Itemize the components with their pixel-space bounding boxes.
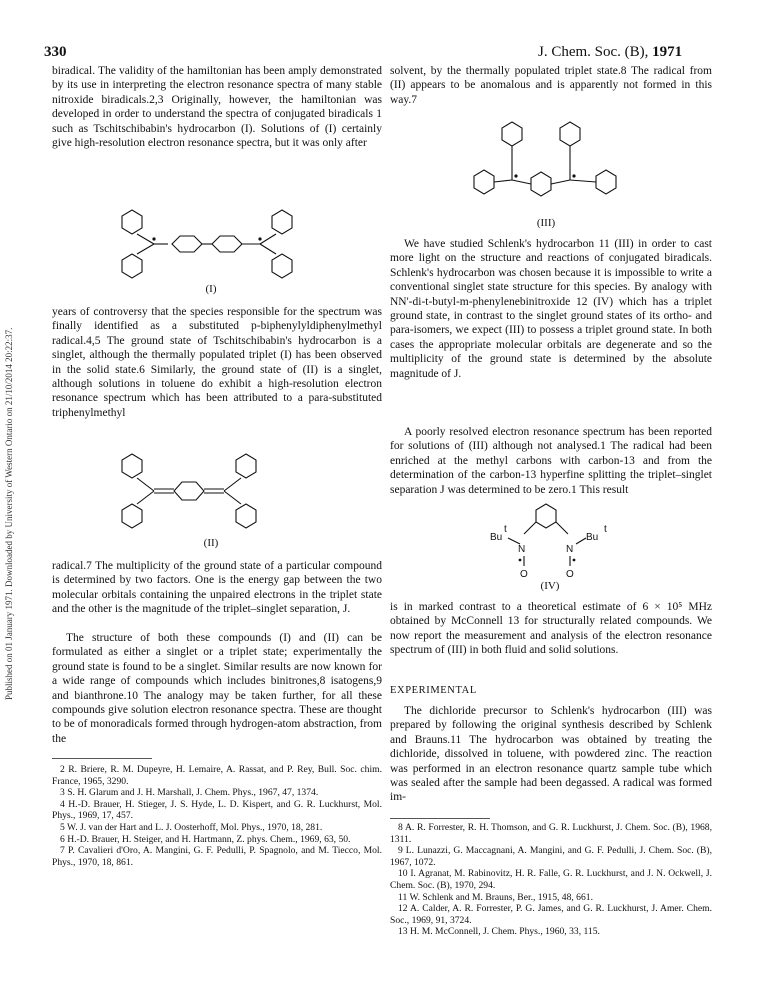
right-footnotes <box>390 822 712 938</box>
left-footnotes <box>52 764 382 868</box>
footnote-2: 2 R. Briere, R. M. Dupeyre, H. Lemaire, A. Rassat, and P. Rey, Bull. Soc. chim. France, 1965, 3290. <box>52 764 382 787</box>
experimental-heading-wrap <box>390 684 712 698</box>
left-paragraph-1: biradical. The validity of the hamiltonian has been amply demonstrated by its use in interpreting the electron resonance spectra of many stable nitroxide biradicals.2,3 Originally, however, the hamiltonian was developed in order to understand the spectra of conjugated biradicals 1 such as Tschitschibabin's hydrocarbon (I). Solutions of (I) certainly give high-resolution electron resonance spectra, but it was only after <box>52 65 382 150</box>
structure-IV <box>480 500 620 580</box>
left-paragraph-4: The structure of both these compounds (I) and (II) can be formulated as either a singlet or a triplet state; experimentally the ground state is found to be a singlet. Similar results are now known for a wide range of compounds which includes binitrones,8 isatogens,9 and bianthrone.10 The analogy may be taken further, for all these compounds give solution electron resonance spectra. These are thought to be of monoradicals formed through hydrogen-atom abstraction, from the <box>52 632 382 745</box>
right-paragraph-1: solvent, by the thermally populated triplet state.8 The radical from (II) appears to be anomalous and is apparently not formed in this way.7 <box>390 65 712 106</box>
svg-text:t: t <box>604 524 607 535</box>
footnote-3: 3 S. H. Glarum and J. H. Marshall, J. Chem. Phys., 1967, 47, 1374. <box>60 787 319 799</box>
label-II: (II) <box>203 537 219 549</box>
svg-text:Bu: Bu <box>586 532 599 543</box>
page-number: 330 <box>44 44 67 60</box>
footnote-5: 5 W. J. van der Hart and L. J. Oosterhoff, Mol. Phys., 1970, 18, 281. <box>60 821 323 833</box>
left-footnote-rule <box>52 758 152 759</box>
label-I: (I) <box>205 283 217 295</box>
right-paragraph-3: A poorly resolved electron resonance spectrum has been reported for solutions of (III) although not analysed.1 The radical had been enriched at the methyl carbons with carbon-13 and from the determination of the carbon-13 hyperfine splitting the triplet–singlet separation J was determined to be zero.1 This result <box>390 426 712 496</box>
section-heading-experimental: EXPERIMENTAL <box>390 685 477 696</box>
footnote-7: 7 P. Cavalieri d'Oro, A. Mangini, G. F. Pedulli, P. Spagnolo, and M. Tiecco, Mol. Phys., 1970, 18, 861. <box>52 845 382 868</box>
journal-name: J. Chem. Soc. (B), <box>538 44 649 60</box>
structure-II <box>110 452 310 534</box>
svg-text:O: O <box>566 569 574 580</box>
journal-year: 1971 <box>652 44 683 60</box>
svg-text:O: O <box>520 569 528 580</box>
right-paragraph-4: is in marked contrast to a theoretical estimate of 6 × 10⁵ MHz obtained by McConnell 13 for structurally related compounds. We now report the measurement and analysis of the electron resonance spectrum of (III) in both fluid and solid solutions. <box>390 601 712 657</box>
structure-I <box>110 208 310 283</box>
download-watermark: Published on 01 January 1971. Downloaded by University of Western Ontario on 21/10/2014 20:22:37. <box>4 327 14 700</box>
label-IV: (IV) <box>540 580 560 592</box>
svg-text:Bu: Bu <box>490 532 503 543</box>
footnote-4: 4 H.-D. Brauer, H. Stieger, J. S. Hyde, L. D. Kispert, and G. R. Luckhurst, Mol. Phys., 1969, 17, 457. <box>52 798 382 822</box>
footnote-10: 10 I. Agranat, M. Rabinovitz, H. R. Falle, G. R. Luckhurst, and J. N. Ockwell, J. Chem. Soc. (B), 1970, 294. <box>390 868 712 891</box>
right-footnote-rule <box>390 818 490 819</box>
footnote-9: 9 L. Lunazzi, G. Maccagnani, A. Mangini, and G. F. Pedulli, J. Chem. Soc. (B), 1967, 1072. <box>390 845 712 868</box>
left-paragraph-2: years of controversy that the species responsible for the spectrum was finally identified as a substituted p-biphenylyldiphenylmethyl radical.4,5 The ground state of Tschitschibabin's hydrocarbon is a singlet, although the thermally populated triplet (I) has been observed in the solid state.6 Similarly, the ground state of (II) is a singlet, although solutions in toluene do exhibit a high-resolution electron resonance spectrum which has been attributed to a para-substituted triphenylmethyl <box>52 306 382 419</box>
svg-text:N: N <box>518 544 526 555</box>
footnote-8: 8 A. R. Forrester, R. H. Thomson, and G. R. Luckhurst, J. Chem. Soc. (B), 1968, 1311. <box>390 822 712 845</box>
label-III: (III) <box>536 217 556 229</box>
svg-text:N: N <box>566 544 574 555</box>
structure-III <box>470 118 620 218</box>
footnote-6: 6 H.-D. Brauer, H. Steiger, and H. Hartmann, Z. phys. Chem., 1969, 63, 50. <box>60 833 351 845</box>
svg-text:t: t <box>504 524 507 535</box>
right-paragraph-5: The dichloride precursor to Schlenk's hydrocarbon (III) was prepared by following the original synthesis described by Schlenk and Brauns.11 The hydrocarbon was obtained by treating the dichloride, dissolved in toluene, with powdered zinc. The reaction was performed in an electron resonance quartz sample tube which was sealed after the sample had been degassed. A radical was formed im- <box>390 705 712 804</box>
right-paragraph-2: We have studied Schlenk's hydrocarbon 11 (III) in order to cast more light on the structure and reactions of conjugated biradicals. Schlenk's hydrocarbon was chosen because it is impossible to write a conventional singlet state structure for this species. By analogy with NN'-di-t-butyl-m-phenylenebinitroxide 12 (IV) which has a triplet ground state, in contrast to the singlet ground states of its ortho- and para-isomers, we expect (III) to possess a triplet ground state. In both cases the appropriate molecular orbitals are degenerate and so the multiplicity of the ground state is determined by the absolute magnitude of J. <box>390 238 712 380</box>
footnote-11: 11 W. Schlenk and M. Brauns, Ber., 1915, 48, 661. <box>398 891 593 903</box>
left-paragraph-3: radical.7 The multiplicity of the ground state of a particular compound is determined by two factors. One is the energy gap between the two molecular orbitals containing the unpaired electrons in the triplet state and the other is the magnitude of the triplet–singlet separation, J. <box>52 560 382 616</box>
footnote-12: 12 A. Calder, A. R. Forrester, P. G. James, and G. R. Luckhurst, J. Amer. Chem. Soc., 1969, 91, 3724. <box>390 903 712 926</box>
footnote-13: 13 H. M. McConnell, J. Chem. Phys., 1960, 33, 115. <box>398 926 600 938</box>
journal-header <box>538 44 682 61</box>
